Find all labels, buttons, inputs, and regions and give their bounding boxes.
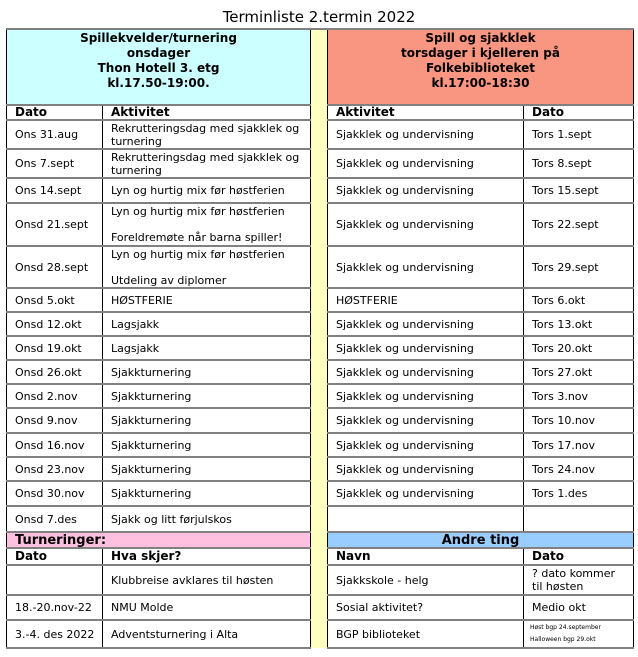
other-date-cell bbox=[524, 565, 634, 595]
activity-cell bbox=[103, 246, 311, 288]
thursday-activity-cell: Sjakklek og undervisning bbox=[328, 178, 524, 203]
activity-cell bbox=[103, 336, 311, 360]
header-line: torsdager i kjelleren på bbox=[401, 46, 560, 60]
thursday-activity-cell: Sjakklek og undervisning bbox=[328, 457, 524, 481]
text-line: Rekrutteringsdag med sjakklek og bbox=[111, 150, 300, 164]
thursday-activity-cell: Sjakklek og undervisning bbox=[328, 481, 524, 506]
activity-cell bbox=[103, 433, 311, 457]
text-line: ? dato kommer bbox=[532, 567, 616, 580]
text-line: Halloween bgp 29.okt bbox=[530, 636, 596, 643]
thursday-activity-cell: HØSTFERIE bbox=[328, 288, 524, 312]
activity-cell bbox=[103, 408, 311, 433]
thursday-activity-cell: Sjakklek og undervisning bbox=[328, 120, 524, 149]
date-cell: Onsd 23.nov bbox=[7, 457, 103, 481]
thursday-date-cell: Tors 15.sept bbox=[524, 178, 634, 203]
thursday-activity-cell: Sjakklek og undervisning bbox=[328, 149, 524, 178]
header-line: Spillekvelder/turnering bbox=[80, 31, 237, 45]
col-hva-skjer: Hva skjer? bbox=[103, 548, 311, 565]
date-cell: Onsd 21.sept bbox=[7, 203, 103, 246]
text-line: Sjakkturnering bbox=[111, 365, 192, 379]
text-line: Høst bgp 24.september bbox=[530, 624, 601, 631]
text-line: Lyn og hurtig mix før høstferien bbox=[111, 205, 285, 218]
date-cell bbox=[7, 565, 103, 595]
text-line: Lyn og hurtig mix før høstferien bbox=[111, 247, 285, 261]
text-line: Sjakk og litt førjulskos bbox=[111, 512, 232, 526]
thursday-date-cell: Tors 10.nov bbox=[524, 408, 634, 433]
thursday-activity-cell: Sjakklek og undervisning bbox=[328, 336, 524, 360]
thursday-date-cell bbox=[524, 506, 634, 532]
date-cell: 3.-4. des 2022 bbox=[7, 620, 103, 648]
date-cell: Onsd 19.okt bbox=[7, 336, 103, 360]
turneringer-title: Turneringer: bbox=[7, 532, 311, 548]
activity-cell bbox=[103, 312, 311, 336]
text-line: Lagsjakk bbox=[111, 317, 160, 331]
other-date-cell bbox=[524, 595, 634, 620]
date-cell: Onsd 12.okt bbox=[7, 312, 103, 336]
thursday-date-cell: Tors 20.okt bbox=[524, 336, 634, 360]
activity-cell bbox=[103, 384, 311, 408]
activity-cell bbox=[103, 481, 311, 506]
name-cell: Sjakkskole - helg bbox=[328, 565, 524, 595]
text-line: Medio okt bbox=[532, 601, 586, 614]
thursday-date-cell: Tors 1.sept bbox=[524, 120, 634, 149]
header-line: kl.17.50-19:00. bbox=[107, 76, 210, 90]
thursday-date-cell: Tors 27.okt bbox=[524, 360, 634, 384]
header-line: kl.17:00-18:30 bbox=[431, 76, 530, 90]
date-cell: Onsd 7.des bbox=[7, 506, 103, 532]
header-line: Folkebiblioteket bbox=[425, 61, 536, 75]
activity-cell bbox=[103, 149, 311, 178]
andre-ting-title: Andre ting bbox=[328, 532, 634, 548]
schedule-table bbox=[6, 28, 634, 649]
thursday-date-cell: Tors 22.sept bbox=[524, 203, 634, 246]
header-row bbox=[7, 29, 634, 105]
thursday-activity-cell: Sjakklek og undervisning bbox=[328, 203, 524, 246]
date-cell: Onsd 2.nov bbox=[7, 384, 103, 408]
col-dato: Dato bbox=[7, 105, 103, 120]
date-cell: 18.-20.nov-22 bbox=[7, 595, 103, 620]
thursday-date-cell: Tors 6.okt bbox=[524, 288, 634, 312]
date-cell: Onsd 26.okt bbox=[7, 360, 103, 384]
thursday-activity-cell: Sjakklek og undervisning bbox=[328, 384, 524, 408]
date-cell: Ons 14.sept bbox=[7, 178, 103, 203]
header-line: Thon Hotell 3. etg bbox=[97, 61, 220, 75]
thursday-date-cell: Tors 29.sept bbox=[524, 246, 634, 288]
date-cell: Onsd 5.okt bbox=[7, 288, 103, 312]
text-line: Lyn og hurtig mix før høstferien bbox=[111, 184, 285, 197]
activity-cell bbox=[103, 288, 311, 312]
name-cell: Sosial aktivitet? bbox=[328, 595, 524, 620]
activity-cell bbox=[103, 457, 311, 481]
thursday-date-cell: Tors 17.nov bbox=[524, 433, 634, 457]
text-line bbox=[111, 218, 310, 231]
name-cell: BGP biblioteket bbox=[328, 620, 524, 648]
thursday-date-cell: Tors 13.okt bbox=[524, 312, 634, 336]
text-line: til høsten bbox=[532, 580, 584, 593]
col-navn: Navn bbox=[328, 548, 524, 565]
date-cell: Ons 7.sept bbox=[7, 149, 103, 178]
event-cell: NMU Molde bbox=[103, 595, 311, 620]
event-cell: Klubbreise avklares til høsten bbox=[103, 565, 311, 595]
text-line: HØSTFERIE bbox=[111, 293, 173, 307]
col-r-dato: Dato bbox=[524, 105, 634, 120]
activity-cell bbox=[103, 178, 311, 203]
col-dato: Dato bbox=[7, 548, 103, 565]
text-line: Lagsjakk bbox=[111, 341, 160, 355]
thursday-date-cell: Tors 3.nov bbox=[524, 384, 634, 408]
activity-cell bbox=[103, 360, 311, 384]
header-line: onsdager bbox=[126, 46, 191, 60]
text-line: Sjakkturnering bbox=[111, 438, 192, 452]
text-line: Utdeling av diplomer bbox=[111, 273, 227, 287]
text-line bbox=[111, 261, 310, 274]
thursday-activity-cell: Sjakklek og undervisning bbox=[328, 246, 524, 288]
activity-cell bbox=[103, 506, 311, 532]
text-line: turnering bbox=[111, 163, 162, 177]
other-date-cell bbox=[524, 620, 634, 648]
header-line: Spill og sjakklek bbox=[425, 31, 536, 45]
event-cell: Adventsturnering i Alta bbox=[103, 620, 311, 648]
date-cell: Onsd 9.nov bbox=[7, 408, 103, 433]
date-cell: Onsd 16.nov bbox=[7, 433, 103, 457]
date-cell: Ons 31.aug bbox=[7, 120, 103, 149]
thursday-activity-cell: Sjakklek og undervisning bbox=[328, 360, 524, 384]
thursday-activity-cell: Sjakklek og undervisning bbox=[328, 408, 524, 433]
page-title: Terminliste 2.termin 2022 bbox=[222, 8, 416, 26]
text-line: Sjakkturnering bbox=[111, 487, 192, 500]
col-r-aktivitet: Aktivitet bbox=[328, 105, 524, 120]
date-cell: Onsd 30.nov bbox=[7, 481, 103, 506]
thursday-header bbox=[328, 29, 634, 105]
col-dato: Dato bbox=[524, 548, 634, 565]
thursday-activity-cell: Sjakklek og undervisning bbox=[328, 433, 524, 457]
activity-cell bbox=[103, 203, 311, 246]
thursday-date-cell: Tors 24.nov bbox=[524, 457, 634, 481]
spacer-column bbox=[311, 29, 328, 648]
thursday-activity-cell: Sjakklek og undervisning bbox=[328, 312, 524, 336]
text-line: Foreldremøte når barna spiller! bbox=[111, 231, 283, 244]
thursday-date-cell: Tors 8.sept bbox=[524, 149, 634, 178]
text-line: turnering bbox=[111, 134, 162, 148]
text-line: Rekrutteringsdag med sjakklek og bbox=[111, 121, 300, 135]
thursday-activity-cell bbox=[328, 506, 524, 532]
activity-cell bbox=[103, 120, 311, 149]
text-line: Sjakkturnering bbox=[111, 462, 192, 476]
thursday-date-cell: Tors 1.des bbox=[524, 481, 634, 506]
text-line: Sjakkturnering bbox=[111, 414, 192, 427]
wednesday-header bbox=[7, 29, 311, 105]
date-cell: Onsd 28.sept bbox=[7, 246, 103, 288]
col-aktivitet: Aktivitet bbox=[103, 105, 311, 120]
text-line: Sjakkturnering bbox=[111, 389, 192, 403]
